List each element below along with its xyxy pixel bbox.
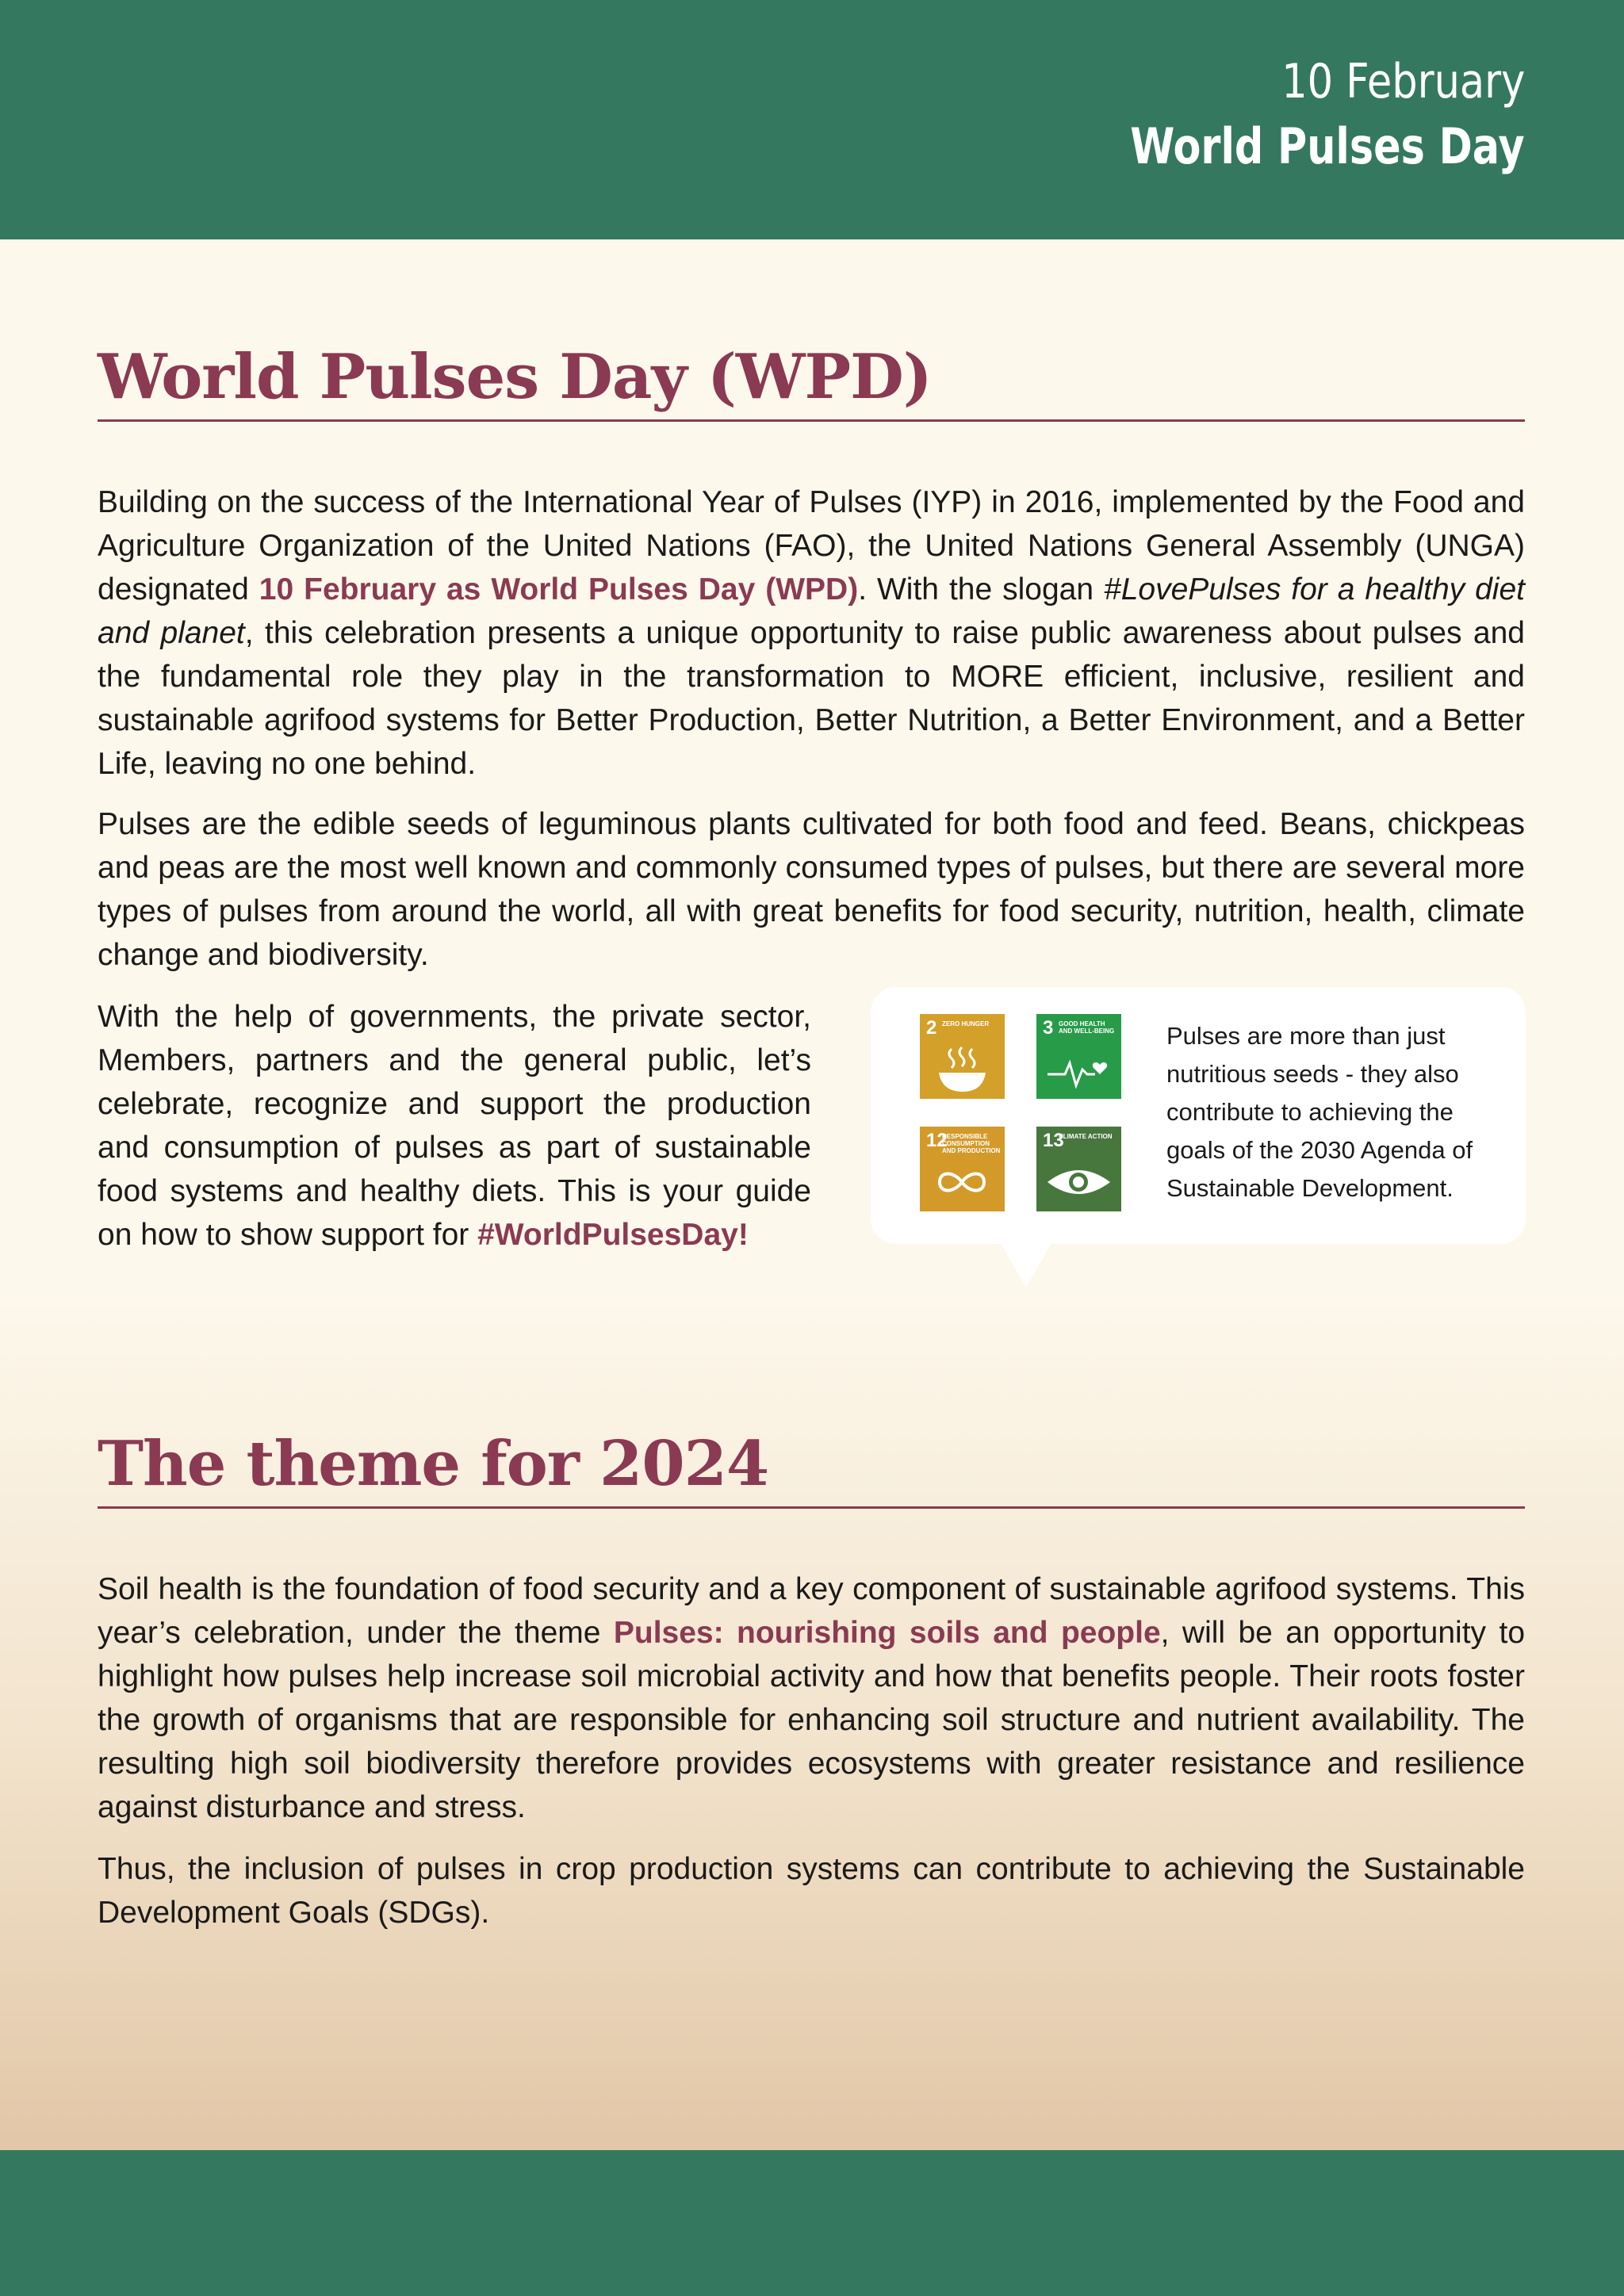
wpd-date-highlight: 10 February as World Pulses Day (WPD) (259, 572, 859, 607)
hashtag-link[interactable]: #WorldPulsesDay! (477, 1218, 749, 1252)
sdg-3-number: 3 (1043, 1017, 1054, 1039)
sdg-2-number: 2 (926, 1017, 937, 1039)
sdg-conclusion-paragraph: Thus, the inclusion of pulses in crop production systems can contribute to achieving the Sustainable Development Goals (SDGs). (98, 1852, 1525, 1930)
sdg-12-label: RESPONSIBLE CONSUMPTION AND PRODUCTION (942, 1133, 1001, 1154)
sdg-2-icon (920, 1014, 1005, 1099)
header-title: World Pulses Day (1130, 117, 1525, 175)
sdg-3-icon (1036, 1014, 1121, 1099)
callout-text: Pulses are more than just nutritious seeds - they also contribute to achieving the goals of the 2030 Agenda of Sustainable Development. (1166, 1022, 1473, 1202)
section-title-wpd: World Pulses Day (WPD) (98, 341, 932, 413)
sdg-13-number: 13 (1043, 1130, 1064, 1151)
bowl-icon (920, 1044, 1005, 1095)
sdg-2-label: ZERO HUNGER (942, 1020, 990, 1027)
heartbeat-icon (1036, 1044, 1121, 1095)
theme-highlight: Pulses: nourishing soils and people (613, 1616, 1161, 1650)
section-rule (98, 1506, 1525, 1509)
intro-paragraph (98, 480, 1525, 786)
slogan-text: #LovePulses for a healthy diet and planet (98, 572, 1525, 650)
section-rule (98, 419, 1525, 422)
sdg-13-label: CLIMATE ACTION (1059, 1133, 1113, 1140)
intro-text-a: Building on the success of the International Year of Pulses (IYP) in 2016, implemented by the Food and Agriculture Organization of the United Nations (FAO), the United Nations General Assembly (UNGA) designated (98, 485, 1525, 607)
sdg-3-label: GOOD HEALTH AND WELL-BEING (1059, 1020, 1115, 1035)
support-paragraph (98, 995, 811, 1257)
theme-text-b: , will be an opportunity to highlight how pulses help increase soil microbial activity and how that benefits people. Their roots foster the growth of organisms that are responsible for enhancing soil structure and nutrient availability. The resulting high soil biodiversity therefore provides ecosystems with greater resistance and resilience against disturbance and stress. (98, 1616, 1526, 1824)
eye-globe-icon (1036, 1157, 1121, 1207)
header-band (0, 0, 1624, 239)
infinity-icon (920, 1157, 1005, 1207)
footer-band (0, 2150, 1624, 2296)
section-title-theme: The theme for 2024 (98, 1428, 769, 1500)
intro-text-b: . With the slogan (858, 572, 1104, 607)
sdg-13-icon (1036, 1127, 1121, 1211)
intro-text-c: , this celebration presents a unique opportunity to raise public awareness about pulses and the fundamental role they play in the transformation to MORE efficient, inclusive, resilient and sustainable agrifood systems for Better Production, Better Nutrition, a Better Environment, and a Better Life, leaving no one behind. (98, 616, 1525, 781)
header-date: 10 February (1281, 54, 1525, 109)
theme-paragraph (98, 1567, 1525, 1829)
sdg-12-icon (920, 1127, 1005, 1211)
pulses-definition-paragraph: Pulses are the edible seeds of leguminous plants cultivated for both food and feed. Beans, chickpeas and peas are the most well known and commonly consumed types of pulses, but there are several more types of pulses from around the world, all with great benefits for food security, nutrition, health, climate change and biodiversity. (98, 807, 1525, 972)
callout-tail (1001, 1243, 1051, 1288)
sdg-12-number: 12 (926, 1130, 948, 1151)
support-text: With the help of governments, the private sector, Members, partners and the general public, let’s celebrate, recognize and support the production and consumption of pulses as part of sustainable food systems and healthy diets. This is your guide on how to show support for (98, 1000, 811, 1252)
theme-text-a: Soil health is the foundation of food security and a key component of sustainable agrifood systems. This year’s celebration, under the theme (98, 1572, 1525, 1650)
